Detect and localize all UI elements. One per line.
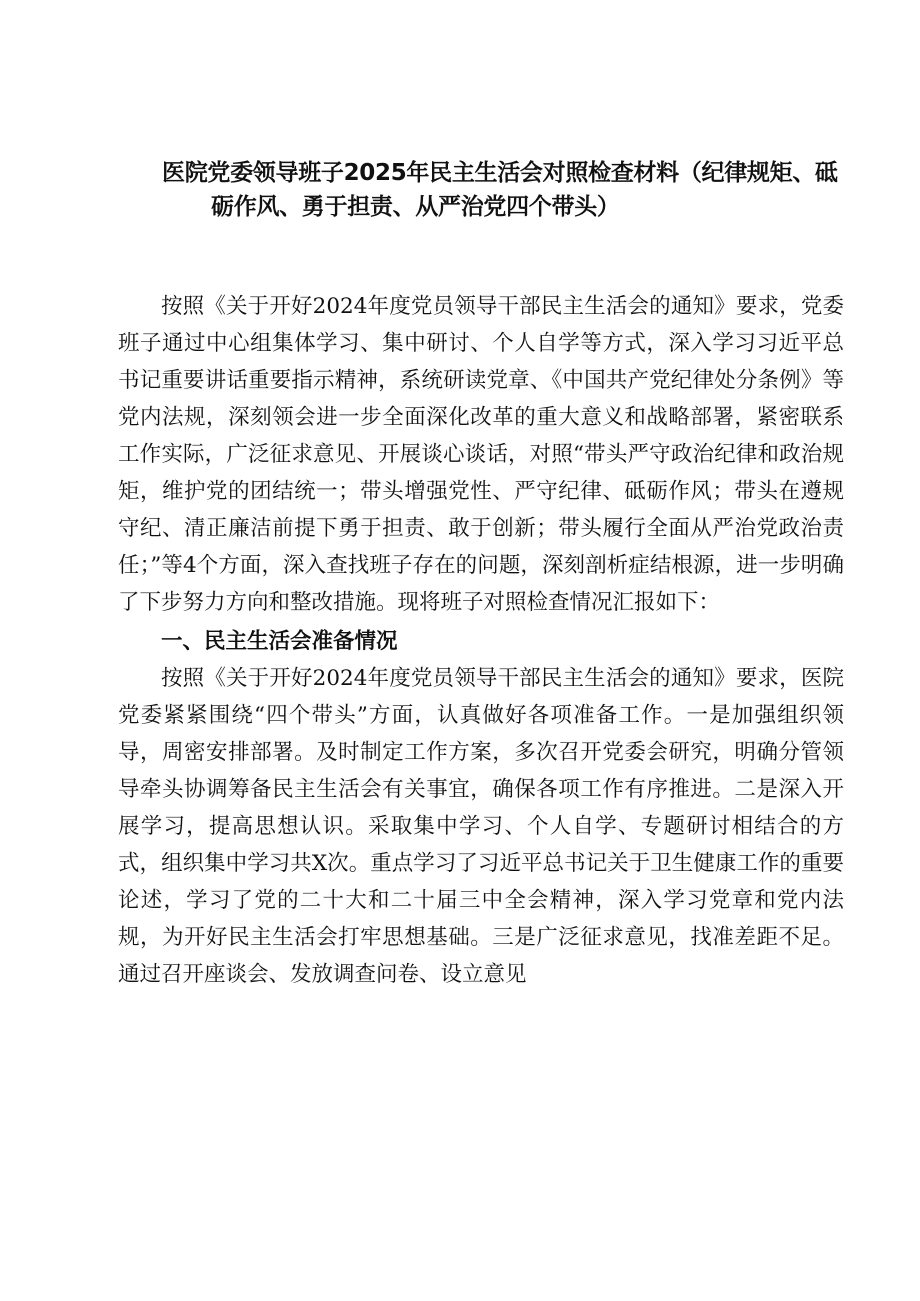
title-line-2: 砺作风、勇于担责、从严治党四个带头） xyxy=(211,194,620,220)
document-title xyxy=(162,156,852,224)
document-body xyxy=(118,288,844,993)
title-line-1: 医院党委领导班子2025年民主生活会对照检查材料（纪律规矩、砥 xyxy=(162,160,838,186)
preparation-paragraph: 按照《关于开好2024年度党员领导干部民主生活会的通知》要求，医院党委紧紧围绕“四个带头”方面，认真做好各项准备工作。一是加强组织领导，周密安排部署。及时制定工作方案，多次召开党委会研究，明确分管领导牵头协调筹备民主生活会有关事宜，确保各项工作有序推进。二是深入开展学习，提高思想认识。采取集中学习、个人自学、专题研讨相结合的方式，组织集中学习共X次。重点学习了习近平总书记关于卫生健康工作的重要论述，学习了党的二十大和二十届三中全会精神，深入学习党章和党内法规，为开好民主生活会打牢思想基础。三是广泛征求意见，找准差距不足。通过召开座谈会、发放调查问卷、设立意见 xyxy=(118,666,844,987)
section-heading-preparation: 一、民主生活会准备情况 xyxy=(161,629,398,654)
intro-paragraph: 按照《关于开好2024年度党员领导干部民主生活会的通知》要求，党委班子通过中心组集体学习、集中研讨、个人自学等方式，深入学习习近平总书记重要讲话重要指示精神，系统研读党章、《中国共产党纪律处分条例》等党内法规，深刻领会进一步全面深化改革的重大意义和战略部署，紧密联系工作实际，广泛征求意见、开展谈心谈话，对照“带头严守政治纪律和政治规矩，维护党的团结统一；带头增强党性、严守纪律、砥砺作风；带头在遵规守纪、清正廉洁前提下勇于担责、敢于创新；带头履行全面从严治党政治责任；”等4个方面，深入查找班子存在的问题，深刻剖析症结根源，进一步明确了下步努力方向和整改措施。现将班子对照检查情况汇报如下： xyxy=(118,294,844,615)
